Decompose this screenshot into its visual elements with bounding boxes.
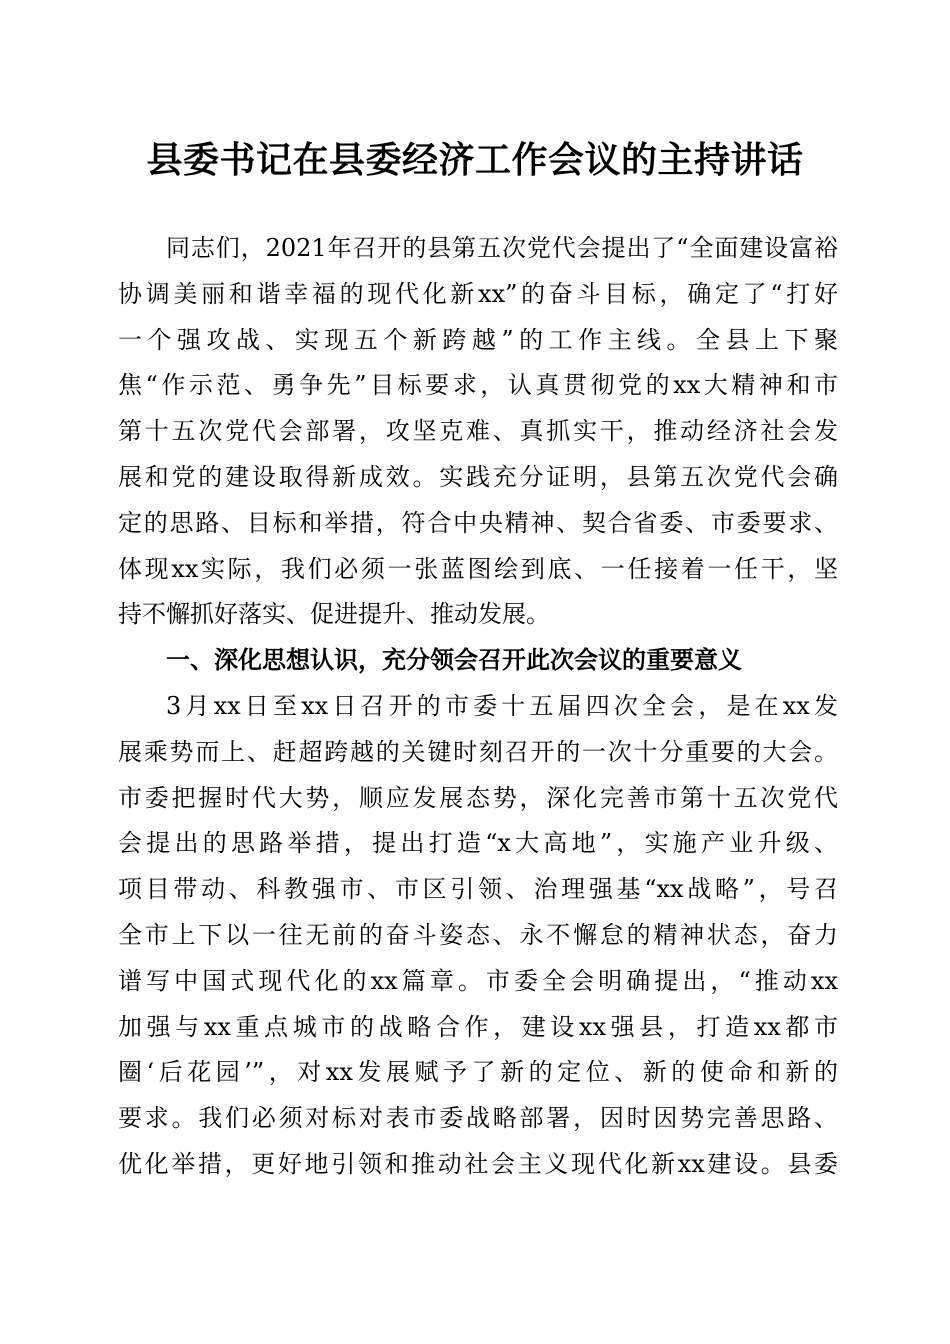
paragraph-line: 定的思路、目标和举措，符合中央精神、契合省委、市委要求、 — [118, 508, 838, 537]
paragraph-line: 全市上下以一往无前的奋斗姿态、永不懈怠的精神状态，奋力 — [118, 920, 838, 949]
paragraph-line: 焦“作示范、勇争先”目标要求，认真贯彻党的xx大精神和市 — [118, 371, 838, 400]
paragraph-line: 圈‘后花园’”，对xx发展赋予了新的定位、新的使命和新的 — [118, 1058, 838, 1087]
paragraph-line: 展乘势而上、赶超跨越的关键时刻召开的一次十分重要的大会。 — [118, 737, 838, 766]
paragraph-line: 展和党的建设取得新成效。实践充分证明，县第五次党代会确 — [118, 462, 838, 491]
paragraph-line: 优化举措，更好地引领和推动社会主义现代化新xx建设。县委 — [118, 1149, 838, 1178]
paragraph-line: 加强与xx重点城市的战略合作，建设xx强县，打造xx都市 — [118, 1012, 838, 1041]
paragraph-line: 会提出的思路举措，提出打造“x大高地”，实施产业升级、 — [118, 829, 838, 858]
document-title: 县委书记在县委经济工作会议的主持讲话 — [146, 139, 804, 181]
paragraph-line: 协调美丽和谐幸福的现代化新xx”的奋斗目标，确定了“打好 — [118, 279, 838, 308]
paragraph-line: 体现xx实际，我们必须一张蓝图绘到底、一任接着一任干，坚 — [118, 554, 838, 583]
paragraph-line: 要求。我们必须对标对表市委战略部署，因时因势完善思路、 — [118, 1104, 838, 1133]
paragraph-line: 谱写中国式现代化的xx篇章。市委全会明确提出，“推动xx — [118, 966, 838, 995]
paragraph-line: 同志们，2021年召开的县第五次党代会提出了“全面建设富裕 — [166, 234, 838, 262]
paragraph-line: 一个强攻战、实现五个新跨越”的工作主线。全县上下聚 — [118, 325, 838, 354]
paragraph-line: 3月xx日至xx日召开的市委十五届四次全会，是在xx发 — [166, 691, 838, 720]
paragraph-line: 第十五次党代会部署，攻坚克难、真抓实干，推动经济社会发 — [118, 417, 838, 446]
section-heading: 一、深化思想认识，充分领会召开此次会议的重要意义 — [166, 646, 742, 675]
paragraph-line: 项目带动、科教强市、市区引领、治理强基“xx战略”，号召 — [118, 875, 838, 904]
paragraph-line: 市委把握时代大势，顺应发展态势，深化完善市第十五次党代 — [118, 783, 838, 812]
paragraph-line: 持不懈抓好落实、促进提升、推动发展。 — [118, 600, 550, 629]
document-body — [118, 226, 838, 1188]
